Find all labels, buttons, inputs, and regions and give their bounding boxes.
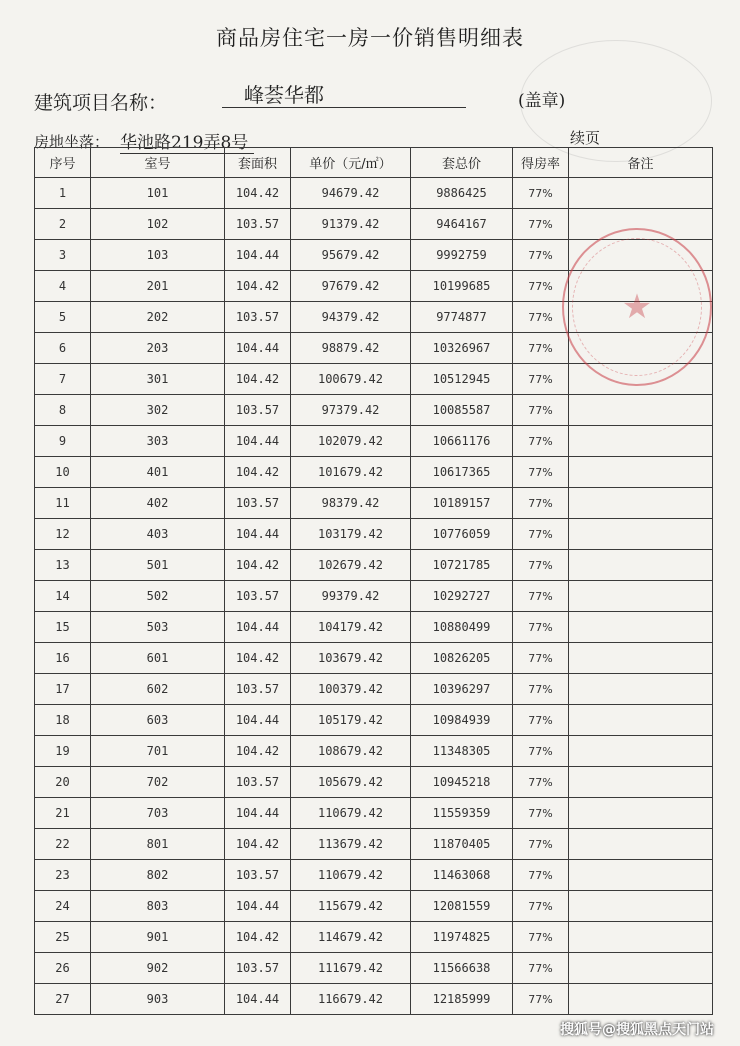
cell-total-price: 11463068 <box>411 860 513 891</box>
cell-index: 7 <box>35 364 91 395</box>
cell-total-price: 11566638 <box>411 953 513 984</box>
document-title: 商品房住宅一房一价销售明细表 <box>216 26 524 50</box>
cell-total-price: 10189157 <box>411 488 513 519</box>
table-row <box>35 395 713 426</box>
cell-total-price: 9464167 <box>411 209 513 240</box>
cell-index: 16 <box>35 643 91 674</box>
cell-remarks <box>569 891 713 922</box>
cell-unit-price: 110679.42 <box>291 860 411 891</box>
cell-efficiency: 77% <box>513 426 569 457</box>
cell-unit-price: 97679.42 <box>291 271 411 302</box>
cell-index: 21 <box>35 798 91 829</box>
cell-total-price: 10661176 <box>411 426 513 457</box>
cell-unit-price: 108679.42 <box>291 736 411 767</box>
cell-remarks <box>569 209 713 240</box>
cell-total-price: 12081559 <box>411 891 513 922</box>
cell-unit-price: 105179.42 <box>291 705 411 736</box>
cell-room: 703 <box>91 798 225 829</box>
table-row <box>35 705 713 736</box>
table-row <box>35 550 713 581</box>
cell-area: 104.44 <box>225 612 291 643</box>
cell-remarks <box>569 426 713 457</box>
cell-index: 2 <box>35 209 91 240</box>
continued-page-label: 续页 <box>570 129 601 147</box>
cell-room: 903 <box>91 984 225 1015</box>
watermark: 搜狐号@搜狐黑点天门站 <box>560 1022 714 1038</box>
cell-index: 19 <box>35 736 91 767</box>
cell-room: 601 <box>91 643 225 674</box>
cell-total-price: 12185999 <box>411 984 513 1015</box>
cell-area: 103.57 <box>225 209 291 240</box>
cell-room: 603 <box>91 705 225 736</box>
cell-remarks <box>569 240 713 271</box>
cell-total-price: 9992759 <box>411 240 513 271</box>
cell-efficiency: 77% <box>513 798 569 829</box>
cell-efficiency: 77% <box>513 395 569 426</box>
cell-total-price: 10085587 <box>411 395 513 426</box>
cell-efficiency: 77% <box>513 767 569 798</box>
cell-room: 802 <box>91 860 225 891</box>
cell-unit-price: 104179.42 <box>291 612 411 643</box>
cell-area: 104.42 <box>225 364 291 395</box>
cell-unit-price: 95679.42 <box>291 240 411 271</box>
cell-total-price: 10292727 <box>411 581 513 612</box>
cell-area: 104.44 <box>225 333 291 364</box>
table-row <box>35 953 713 984</box>
cell-unit-price: 98379.42 <box>291 488 411 519</box>
cell-area: 104.42 <box>225 550 291 581</box>
cell-remarks <box>569 395 713 426</box>
cell-index: 3 <box>35 240 91 271</box>
cell-area: 104.42 <box>225 736 291 767</box>
location-label: 房地坐落： <box>34 133 110 151</box>
cell-room: 401 <box>91 457 225 488</box>
cell-index: 1 <box>35 178 91 209</box>
cell-unit-price: 110679.42 <box>291 798 411 829</box>
table-row <box>35 457 713 488</box>
location-value: 华池路219弄8号 <box>120 128 254 154</box>
cell-total-price: 10512945 <box>411 364 513 395</box>
cell-index: 17 <box>35 674 91 705</box>
table-row <box>35 488 713 519</box>
cell-area: 103.57 <box>225 767 291 798</box>
cell-area: 104.42 <box>225 457 291 488</box>
cell-area: 103.57 <box>225 581 291 612</box>
cell-efficiency: 77% <box>513 364 569 395</box>
cell-room: 403 <box>91 519 225 550</box>
table-row <box>35 922 713 953</box>
cell-area: 104.42 <box>225 922 291 953</box>
table-row <box>35 519 713 550</box>
cell-remarks <box>569 488 713 519</box>
cell-efficiency: 77% <box>513 550 569 581</box>
cell-index: 27 <box>35 984 91 1015</box>
cell-remarks <box>569 612 713 643</box>
cell-total-price: 11348305 <box>411 736 513 767</box>
table-row <box>35 736 713 767</box>
cell-room: 901 <box>91 922 225 953</box>
cell-area: 104.42 <box>225 643 291 674</box>
cell-room: 202 <box>91 302 225 333</box>
table-row <box>35 643 713 674</box>
table-row <box>35 426 713 457</box>
cell-total-price: 11974825 <box>411 922 513 953</box>
cell-index: 9 <box>35 426 91 457</box>
cell-remarks <box>569 829 713 860</box>
cell-unit-price: 103179.42 <box>291 519 411 550</box>
cell-efficiency: 77% <box>513 333 569 364</box>
cell-index: 4 <box>35 271 91 302</box>
cell-efficiency: 77% <box>513 271 569 302</box>
table-row <box>35 302 713 333</box>
cell-remarks <box>569 519 713 550</box>
cell-index: 23 <box>35 860 91 891</box>
cell-unit-price: 94379.42 <box>291 302 411 333</box>
table-row <box>35 860 713 891</box>
cell-remarks <box>569 643 713 674</box>
cell-area: 104.42 <box>225 829 291 860</box>
cell-total-price: 11559359 <box>411 798 513 829</box>
table-row <box>35 984 713 1015</box>
cell-remarks <box>569 984 713 1015</box>
project-name-value: 峰荟华都 <box>222 82 466 108</box>
cell-index: 11 <box>35 488 91 519</box>
cell-room: 702 <box>91 767 225 798</box>
cell-index: 14 <box>35 581 91 612</box>
cell-remarks <box>569 364 713 395</box>
cell-room: 203 <box>91 333 225 364</box>
cell-index: 24 <box>35 891 91 922</box>
header-efficiency: 得房率 <box>513 148 569 178</box>
cell-unit-price: 114679.42 <box>291 922 411 953</box>
cell-total-price: 10199685 <box>411 271 513 302</box>
header-area: 套面积 <box>225 148 291 178</box>
cell-unit-price: 103679.42 <box>291 643 411 674</box>
cell-area: 104.44 <box>225 240 291 271</box>
cell-room: 902 <box>91 953 225 984</box>
cell-index: 25 <box>35 922 91 953</box>
cell-unit-price: 101679.42 <box>291 457 411 488</box>
cell-room: 303 <box>91 426 225 457</box>
cell-unit-price: 94679.42 <box>291 178 411 209</box>
cell-area: 104.42 <box>225 178 291 209</box>
cell-room: 102 <box>91 209 225 240</box>
cell-area: 103.57 <box>225 674 291 705</box>
cell-efficiency: 77% <box>513 860 569 891</box>
cell-area: 104.44 <box>225 984 291 1015</box>
cell-remarks <box>569 457 713 488</box>
cell-remarks <box>569 922 713 953</box>
cell-total-price: 10945218 <box>411 767 513 798</box>
cell-unit-price: 102679.42 <box>291 550 411 581</box>
table-row <box>35 674 713 705</box>
cell-efficiency: 77% <box>513 240 569 271</box>
table-row <box>35 240 713 271</box>
cell-efficiency: 77% <box>513 612 569 643</box>
cell-efficiency: 77% <box>513 178 569 209</box>
cell-index: 13 <box>35 550 91 581</box>
cell-area: 104.44 <box>225 891 291 922</box>
cell-area: 103.57 <box>225 860 291 891</box>
cell-room: 701 <box>91 736 225 767</box>
cell-total-price: 11870405 <box>411 829 513 860</box>
cell-room: 503 <box>91 612 225 643</box>
cell-total-price: 10776059 <box>411 519 513 550</box>
table-row <box>35 767 713 798</box>
table-row <box>35 364 713 395</box>
cell-room: 402 <box>91 488 225 519</box>
table-row <box>35 798 713 829</box>
cell-unit-price: 91379.42 <box>291 209 411 240</box>
cell-efficiency: 77% <box>513 705 569 736</box>
cell-efficiency: 77% <box>513 953 569 984</box>
table-row <box>35 333 713 364</box>
cell-area: 104.44 <box>225 705 291 736</box>
cell-efficiency: 77% <box>513 643 569 674</box>
cell-area: 103.57 <box>225 302 291 333</box>
table-row <box>35 891 713 922</box>
cell-total-price: 10721785 <box>411 550 513 581</box>
cell-efficiency: 77% <box>513 581 569 612</box>
cell-efficiency: 77% <box>513 984 569 1015</box>
table-row <box>35 612 713 643</box>
cell-index: 26 <box>35 953 91 984</box>
cell-remarks <box>569 302 713 333</box>
cell-efficiency: 77% <box>513 302 569 333</box>
cell-unit-price: 113679.42 <box>291 829 411 860</box>
cell-total-price: 9886425 <box>411 178 513 209</box>
cell-efficiency: 77% <box>513 922 569 953</box>
cell-unit-price: 111679.42 <box>291 953 411 984</box>
cell-area: 104.44 <box>225 519 291 550</box>
cell-remarks <box>569 178 713 209</box>
cell-room: 801 <box>91 829 225 860</box>
cell-efficiency: 77% <box>513 488 569 519</box>
cell-efficiency: 77% <box>513 829 569 860</box>
cell-total-price: 10984939 <box>411 705 513 736</box>
header-unit-price: 单价（元/㎡） <box>291 148 411 178</box>
cell-index: 18 <box>35 705 91 736</box>
cell-area: 103.57 <box>225 953 291 984</box>
cell-room: 301 <box>91 364 225 395</box>
cell-remarks <box>569 271 713 302</box>
cell-index: 8 <box>35 395 91 426</box>
cell-remarks <box>569 953 713 984</box>
cell-room: 803 <box>91 891 225 922</box>
cell-remarks <box>569 767 713 798</box>
cell-area: 104.44 <box>225 426 291 457</box>
cell-index: 20 <box>35 767 91 798</box>
header-remarks: 备注 <box>569 148 713 178</box>
cell-room: 502 <box>91 581 225 612</box>
cell-index: 15 <box>35 612 91 643</box>
cell-unit-price: 116679.42 <box>291 984 411 1015</box>
cell-efficiency: 77% <box>513 519 569 550</box>
cell-unit-price: 105679.42 <box>291 767 411 798</box>
header-room: 室号 <box>91 148 225 178</box>
cell-total-price: 10326967 <box>411 333 513 364</box>
cell-index: 12 <box>35 519 91 550</box>
cell-area: 104.42 <box>225 271 291 302</box>
cell-total-price: 9774877 <box>411 302 513 333</box>
cell-total-price: 10617365 <box>411 457 513 488</box>
table-header-row <box>35 148 713 178</box>
cell-remarks <box>569 860 713 891</box>
cell-unit-price: 99379.42 <box>291 581 411 612</box>
cell-room: 302 <box>91 395 225 426</box>
cell-area: 103.57 <box>225 488 291 519</box>
cell-index: 6 <box>35 333 91 364</box>
cell-area: 104.44 <box>225 798 291 829</box>
cell-total-price: 10396297 <box>411 674 513 705</box>
cell-unit-price: 115679.42 <box>291 891 411 922</box>
seal-star-icon: ★ <box>621 287 653 327</box>
cell-total-price: 10826205 <box>411 643 513 674</box>
cell-efficiency: 77% <box>513 457 569 488</box>
table-row <box>35 209 713 240</box>
cell-remarks <box>569 705 713 736</box>
table-body <box>35 178 713 1015</box>
cell-total-price: 10880499 <box>411 612 513 643</box>
table-row <box>35 581 713 612</box>
cell-remarks <box>569 550 713 581</box>
cell-room: 501 <box>91 550 225 581</box>
cell-room: 101 <box>91 178 225 209</box>
price-detail-table <box>34 147 713 1015</box>
table-row <box>35 829 713 860</box>
header-index: 序号 <box>35 148 91 178</box>
cell-remarks <box>569 736 713 767</box>
header-total-price: 套总价 <box>411 148 513 178</box>
cell-index: 10 <box>35 457 91 488</box>
cell-room: 201 <box>91 271 225 302</box>
cell-efficiency: 77% <box>513 736 569 767</box>
cell-unit-price: 100679.42 <box>291 364 411 395</box>
cell-efficiency: 77% <box>513 674 569 705</box>
cell-unit-price: 97379.42 <box>291 395 411 426</box>
cell-remarks <box>569 333 713 364</box>
cell-remarks <box>569 581 713 612</box>
cell-unit-price: 98879.42 <box>291 333 411 364</box>
cell-unit-price: 102079.42 <box>291 426 411 457</box>
stamp-label: (盖章) <box>518 91 566 111</box>
table-row <box>35 178 713 209</box>
cell-area: 103.57 <box>225 395 291 426</box>
project-name-label: 建筑项目名称： <box>34 92 168 114</box>
cell-room: 103 <box>91 240 225 271</box>
cell-index: 5 <box>35 302 91 333</box>
cell-index: 22 <box>35 829 91 860</box>
cell-remarks <box>569 674 713 705</box>
cell-remarks <box>569 798 713 829</box>
cell-efficiency: 77% <box>513 209 569 240</box>
cell-room: 602 <box>91 674 225 705</box>
cell-efficiency: 77% <box>513 891 569 922</box>
table-row <box>35 271 713 302</box>
cell-unit-price: 100379.42 <box>291 674 411 705</box>
